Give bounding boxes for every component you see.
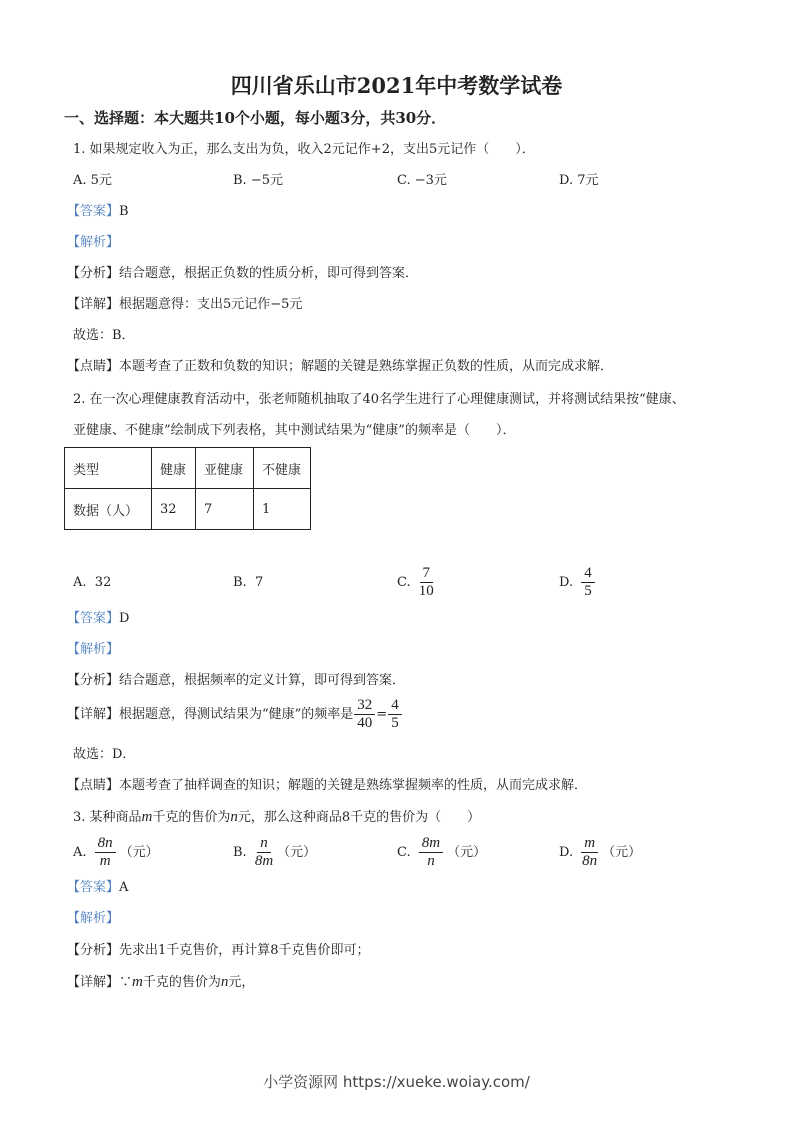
q2-option-d: D. $\frac{4}{5}$ xyxy=(559,565,599,600)
page-title: 四川省乐山市2021年中考数学试卷 xyxy=(230,73,563,98)
q1-answer xyxy=(67,203,129,221)
table-cell: 健康 xyxy=(152,448,196,489)
q2-option-a: A. 32 xyxy=(73,575,112,590)
q3-xiangjie: 【详解】∵m千克的售价为n元， xyxy=(67,974,255,990)
fraction: $\frac{4}{5}$ xyxy=(581,565,595,600)
q1-option-c: C. −3元 xyxy=(397,173,447,188)
q1-option-a: A. 5元 xyxy=(73,173,112,188)
fraction: $\frac{7}{10}$ xyxy=(418,565,434,599)
q1-option-d: D. 7元 xyxy=(559,173,599,188)
q2-option-b: B. 7 xyxy=(233,575,264,590)
q1-xiangjie: 【详解】根据题意得：支出5元记作−5元 xyxy=(67,297,303,312)
q2-stem-line2: 亚健康、不健康”绘制成下列表格，其中测试结果为“健康”的频率是（ ）． xyxy=(73,423,516,438)
table-cell: 不健康 xyxy=(254,448,311,489)
q3-stem: 3. 某种商品m千克的售价为n元，那么这种商品8千克的售价为（ ） xyxy=(73,809,481,825)
analysis-tag: 【解析】 xyxy=(67,911,120,926)
q2-fenxi: 【分析】结合题意，根据频率的定义计算，即可得到答案． xyxy=(67,673,406,688)
q1-fenxi: 【分析】结合题意，根据正负数的性质分析，即可得到答案． xyxy=(67,266,419,281)
q2-guxuan: 故选：D． xyxy=(73,747,136,762)
q1-guxuan: 故选：B． xyxy=(73,328,135,343)
q2-option-c: C. $\frac{7}{10}$ xyxy=(397,565,434,599)
q1-stem: 1. 如果规定收入为正，那么支出为负，收入2元记作+2，支出5元记作（ ）． xyxy=(73,142,535,157)
analysis-tag: 【解析】 xyxy=(67,642,120,657)
q2-stem-line1: 2. 在一次心理健康教育活动中，张老师随机抽取了40名学生进行了心理健康测试，并将测试结果按“健康、 xyxy=(73,392,685,407)
q3-option-a: A. $\frac{8n}{m}$ （元） xyxy=(73,835,159,869)
q2-answer: 【答案】D xyxy=(67,611,130,626)
footer-watermark: 小学资源网 https://xueke.woiay.com/ xyxy=(263,1073,530,1091)
q2-xiangjie: 【详解】根据题意，得测试结果为“健康”的频率是 $\frac{32}{40}$ = $\frac{4}{5}$ xyxy=(67,697,403,732)
answer-tag: 【答案】 xyxy=(67,204,120,219)
data-table xyxy=(64,447,311,530)
table-cell: 类型 xyxy=(65,448,152,489)
table-cell: 7 xyxy=(196,489,254,530)
table-row xyxy=(65,489,311,530)
section-heading: 一、选择题：本大题共10个小题，每小题3分，共30分． xyxy=(64,109,447,127)
table-cell: 数据（人） xyxy=(65,489,152,530)
table-cell: 1 xyxy=(254,489,311,530)
q2-dianjing: 【点睛】本题考查了抽样调查的知识；解题的关键是熟练掌握频率的性质，从而完成求解． xyxy=(67,778,588,793)
q1-option-b: B. −5元 xyxy=(233,173,283,188)
q3-option-d: D. $\frac{m}{8n}$ （元） xyxy=(559,835,642,869)
q3-answer: 【答案】A xyxy=(67,880,129,895)
table-row xyxy=(65,448,311,489)
q3-option-c: C. $\frac{8m}{n}$ （元） xyxy=(397,835,487,869)
table-cell: 32 xyxy=(152,489,196,530)
q3-fenxi: 【分析】先求出1千克售价，再计算8千克售价即可； xyxy=(67,943,370,958)
answer-value: B xyxy=(119,204,129,219)
q3-option-b: B. $\frac{n}{8m}$ （元） xyxy=(233,835,317,869)
analysis-tag: 【解析】 xyxy=(67,235,120,250)
q1-dianjing: 【点睛】本题考查了正数和负数的知识；解题的关键是熟练掌握正负数的性质，从而完成求解． xyxy=(67,359,614,374)
table-cell: 亚健康 xyxy=(196,448,254,489)
